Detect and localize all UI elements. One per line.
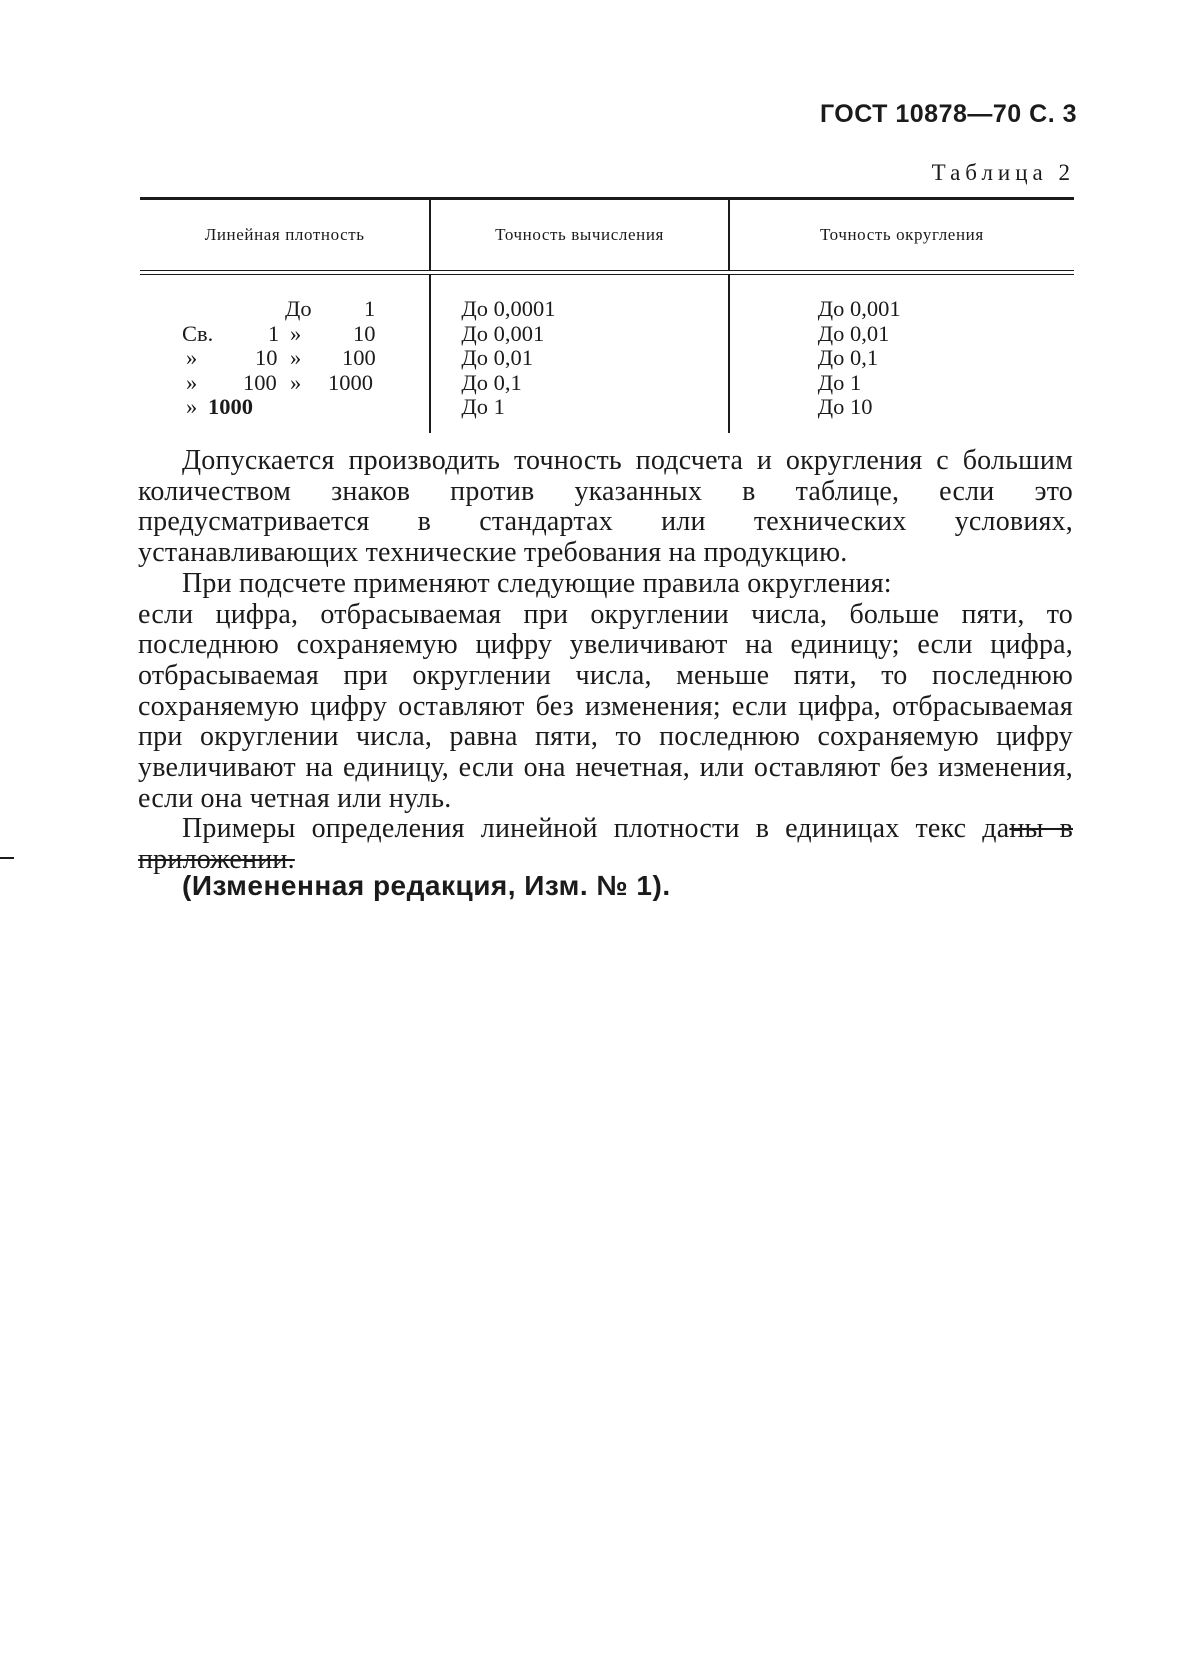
- density-r4-mark: »: [290, 369, 302, 395]
- density-r1-prefix: До: [285, 296, 312, 321]
- precision-table: [140, 197, 1074, 433]
- round-precision-row: До 0,001: [817, 296, 901, 321]
- calc-precision-row: До 0,001: [461, 320, 545, 346]
- paragraph-examples: [138, 814, 1073, 875]
- linear-density-column: [140, 275, 429, 433]
- amendment-note: (Измененная редакция, Изм. № 1).: [182, 870, 671, 901]
- table-header-row: [140, 200, 1074, 270]
- round-precision-row: До 10: [817, 394, 873, 419]
- round-precision-row: До 1: [817, 369, 862, 395]
- density-r2-mark: »: [290, 320, 302, 346]
- density-r5-prefix: »: [186, 394, 198, 419]
- density-r2-from: 1: [268, 320, 280, 346]
- table-body: [140, 275, 1074, 433]
- density-r5-from: 1000: [208, 394, 253, 419]
- density-r1-to: 1: [364, 296, 376, 321]
- header-calc-precision: Точность вычисления: [429, 200, 727, 270]
- density-r4-to: 1000: [328, 369, 373, 395]
- header-linear-density: Линейная плотность: [204, 225, 365, 244]
- paragraph-rounding-intro: При подсчете применяют следующие правила округления:: [182, 567, 892, 599]
- density-r3-mark: »: [290, 345, 302, 370]
- calc-precision-row: До 0,0001: [461, 296, 556, 321]
- density-r2-to: 10: [353, 320, 376, 346]
- paragraph-rounding-rules: если цифра, отбрасываемая при округлении числа, больше пяти, то последнюю сохраняемую цифру увеличивают на единицу; если цифра, отбрасываемая при округлении числа, меньше пяти, то последнюю сохраняемую цифру оставляют без изменения; если цифра, отбрасываемая при округлении числа, равна пяти, то последнюю сохраняемую цифру увеличивают на единицу, если она нечетная, или оставляют без изменения, если она четная или нуль.: [138, 598, 1073, 814]
- density-r3-from: 10: [255, 345, 278, 370]
- paragraph-tolerance: Допускается производить точность подсчета и округления с большим количеством знаков против указанных в таблице, если это предусматривается в стандартах или технических условиях, устанавливающих технические требования на продукцию.: [138, 445, 1073, 569]
- header-round-precision: Точность округления: [728, 200, 1074, 270]
- margin-mark: [0, 857, 14, 859]
- calc-precision-column: [429, 275, 727, 433]
- density-r4-from: 100: [243, 369, 277, 395]
- table-caption: Таблица 2: [931, 160, 1075, 185]
- density-r2-prefix: Св.: [182, 320, 214, 346]
- document-reference: ГОСТ 10878—70 С. 3: [819, 100, 1077, 128]
- round-precision-row: До 0,1: [817, 345, 879, 370]
- calc-precision-row: До 0,01: [461, 345, 533, 370]
- examples-struck-text: ны в приложении.: [138, 813, 1073, 876]
- examples-text: Примеры определения линейной плотности в единицах текс да: [182, 813, 1010, 845]
- body-text: [138, 446, 1073, 876]
- round-precision-column: [728, 275, 1074, 433]
- density-r3-prefix: »: [186, 345, 198, 370]
- calc-precision-row: До 1: [461, 394, 505, 419]
- round-precision-row: До 0,01: [817, 320, 890, 346]
- calc-precision-row: До 0,1: [461, 369, 522, 395]
- density-r4-prefix: »: [186, 369, 198, 395]
- density-r3-to: 100: [342, 345, 376, 370]
